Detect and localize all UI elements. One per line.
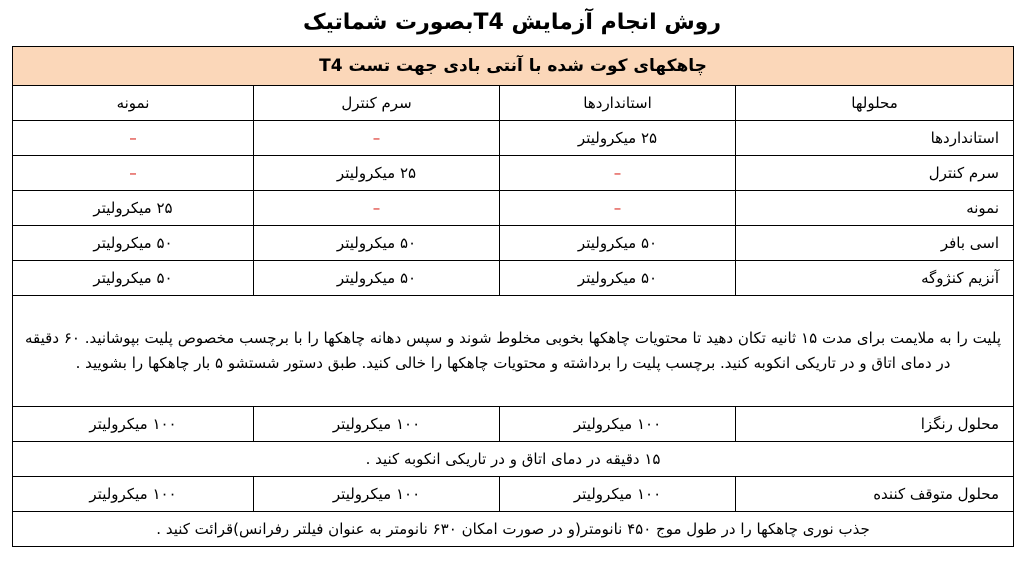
table-row [13,477,1014,512]
table-cell: ۱۰۰ میکرولیتر [13,477,254,512]
incubation-wash-instruction: پلیت را به ملایمت برای مدت ۱۵ ثانیه تکان دهید تا محتویات چاهکها بخوبی مخلوط شوند و سپس دهانه چاهکها را با برچسب مخصوص پلیت بپوشانید. ۶۰ دقیقه در دمای اتاق و در تاریکی انکوبه کنید. برچسب پلیت را برداشته و محتویات چاهکها را خالی کنید. طبق دستور شستشو ۵ بار چاهکها را بشویید . [13,296,1014,407]
instruction-row [13,512,1014,547]
column-header: محلولها [736,86,1014,121]
table-cell: ۵۰ میکرولیتر [254,261,500,296]
table-cell: ۲۵ میکرولیتر [254,156,500,191]
table-cell: ۵۰ میکرولیتر [254,226,500,261]
table-cell: – [254,121,500,156]
table-row [13,191,1014,226]
column-header: استانداردها [500,86,736,121]
row-label: آنزیم کنژوگه [736,261,1014,296]
column-header: نمونه [13,86,254,121]
table-row [13,261,1014,296]
row-label: نمونه [736,191,1014,226]
row-label: محلول متوقف کننده [736,477,1014,512]
table-cell: ۵۰ میکرولیتر [13,261,254,296]
table-cell: ۵۰ میکرولیتر [13,226,254,261]
row-label: محلول رنگزا [736,407,1014,442]
table-header: چاهکهای کوت شده با آنتی بادی جهت تست T4 [13,47,1014,86]
table-cell: ۵۰ میکرولیتر [500,261,736,296]
instruction-row [13,296,1014,407]
table-cell: ۵۰ میکرولیتر [500,226,736,261]
table-cell: ۱۰۰ میکرولیتر [500,407,736,442]
table-row [13,407,1014,442]
document-title: روش انجام آزمایش T4بصورت شماتیک [302,10,722,35]
row-label: استانداردها [736,121,1014,156]
column-header: سرم کنترل [254,86,500,121]
table-cell: – [254,191,500,226]
table-cell: – [500,191,736,226]
table-row [13,121,1014,156]
instruction-row [13,442,1014,477]
table-cell: ۱۰۰ میکرولیتر [13,407,254,442]
column-header-row [13,86,1014,121]
table-cell: ۱۰۰ میکرولیتر [254,477,500,512]
protocol-table [12,46,1014,547]
table-row [13,226,1014,261]
table-cell: – [13,156,254,191]
table-cell: ۲۵ میکرولیتر [13,191,254,226]
row-label: سرم کنترل [736,156,1014,191]
incubation-instruction: ۱۵ دقیقه در دمای اتاق و در تاریکی انکوبه کنید . [13,442,1014,477]
table-cell: ۲۵ میکرولیتر [500,121,736,156]
reading-instruction: جذب نوری چاهکها را در طول موج ۴۵۰ نانومتر(و در صورت امکان ۶۳۰ نانومتر به عنوان فیلتر رفرانس)قرائت کنید . [13,512,1014,547]
table-cell: ۱۰۰ میکرولیتر [254,407,500,442]
table-header-row [13,47,1014,86]
table-cell: ۱۰۰ میکرولیتر [500,477,736,512]
row-label: اسی بافر [736,226,1014,261]
table-cell: – [500,156,736,191]
table-cell: – [13,121,254,156]
table-row [13,156,1014,191]
